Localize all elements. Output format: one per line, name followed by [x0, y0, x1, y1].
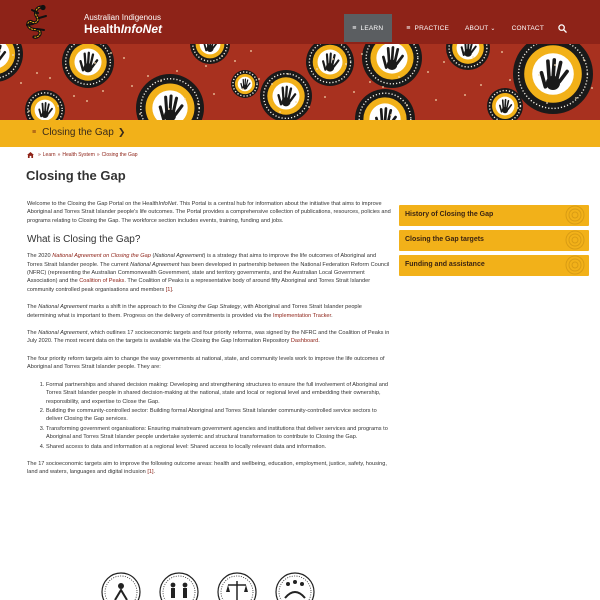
art-dot	[427, 71, 429, 73]
art-dot	[234, 60, 236, 62]
sidebar-item-history[interactable]	[399, 205, 589, 226]
paragraph-4: The four priority reform targets aim to change the way governments at national, state, and community levels work to improve the life outcomes of Aboriginal and Torres Strait Islander people. They are:	[27, 355, 385, 371]
art-circle	[446, 44, 490, 70]
search-button[interactable]	[552, 14, 572, 42]
menu-bars-icon: ≡	[406, 24, 411, 32]
art-dot	[443, 61, 445, 63]
art-dot	[139, 113, 141, 115]
art-dot	[94, 62, 96, 64]
art-circle	[25, 90, 65, 120]
art-dot	[435, 99, 437, 101]
art-dot	[591, 87, 593, 89]
art-dot	[316, 68, 318, 70]
art-dot	[205, 65, 207, 67]
paragraph-2: The National Agreement marks a shift in the approach to the Closing the Gap Strategy, with Aboriginal and Torres Strait Islander people determining what is important to them. Progress on the delivery of commitments is provided via the Implementation Tracker.	[27, 304, 362, 319]
art-circle	[306, 44, 354, 86]
art-circle	[487, 88, 523, 120]
art-dot	[345, 63, 347, 65]
swirl-pattern-icon	[549, 205, 589, 226]
art-circle	[0, 44, 23, 82]
sidebar-item-label: Closing the Gap targets	[405, 236, 484, 243]
art-dot	[361, 53, 363, 55]
art-dot	[102, 90, 104, 92]
community-outcome-icon[interactable]	[275, 572, 315, 600]
national-agreement-link[interactable]: National Agreement on Closing the Gap	[52, 253, 151, 260]
art-dot	[332, 58, 334, 60]
paragraph-5: The 17 socioeconomic targets aim to improve the following outcome areas: health and wellbeing, education, employment, justice, safety, housing, land and waters, languages and digital inclusion [1].	[27, 460, 387, 476]
art-dot	[480, 84, 482, 86]
art-dot	[353, 91, 355, 93]
art-circle	[355, 89, 415, 120]
breadcrumb-learn[interactable]: Learn	[42, 152, 56, 158]
art-dot	[242, 88, 244, 90]
art-dot	[583, 59, 585, 61]
section-heading: What is Closing the Gap?	[27, 234, 141, 246]
sidebar-item-label: History of Closing the Gap	[405, 211, 494, 218]
nav-practice-label: PRACTICE	[414, 24, 450, 32]
intro-paragraph: Welcome to the Closing the Gap Portal on the HealthInfoNet. This Portal is a central hub for information about the initiative that aims to improve Aboriginal and Torres Strait Islander people's life outcomes. The Portal provides a comprehensive collection of publications, resources, policies and programs relating to Closing the Gap. The workforce section includes events, training, funding and jobs.	[27, 201, 391, 224]
art-dot	[472, 56, 474, 58]
dashboard-link[interactable]: Dashboard	[290, 338, 319, 345]
art-circle	[62, 44, 114, 88]
art-dot	[147, 75, 149, 77]
art-dot	[57, 105, 59, 107]
logo-line-2: HealthInfoNet	[84, 22, 163, 36]
list-item: 4. Shared access to data and information at a regional level: Shared access to locally relevant data and information.	[46, 443, 391, 451]
art-dot	[546, 102, 548, 104]
paragraph-3: The National Agreement, which outlines 17 socioeconomic targets and four priority reforms, was signed by the NFRC and the Coalition of Peaks in July 2020. The most recent data on the targets is available via the Closing the Gap Information Repository Dashboard.	[27, 330, 390, 345]
art-dot	[221, 55, 223, 57]
lizard-logo-icon	[22, 4, 62, 42]
menu-bars-icon: ≡	[32, 129, 37, 136]
nav-contact-label: CONTACT	[511, 24, 544, 32]
justice-outcome-icon[interactable]	[217, 572, 257, 600]
main-content	[27, 200, 391, 486]
art-dot	[406, 104, 408, 106]
nav-contact[interactable]	[504, 14, 552, 42]
outcome-icons-row	[101, 572, 333, 600]
nav-about-label: ABOUT	[465, 24, 489, 32]
reference-link[interactable]: [1]	[147, 469, 154, 476]
art-dot	[36, 72, 38, 74]
sidebar-item-label: Funding and assistance	[405, 261, 485, 268]
art-circle	[136, 74, 204, 120]
art-dot	[308, 106, 310, 108]
nav-practice[interactable]	[398, 14, 457, 42]
art-dot	[271, 83, 273, 85]
art-dot	[197, 103, 199, 105]
art-circle	[231, 70, 259, 98]
art-circle	[362, 44, 422, 88]
search-icon	[558, 24, 567, 33]
health-outcome-icon[interactable]	[101, 572, 141, 600]
art-dot	[12, 54, 14, 56]
section-title-label: Closing the Gap	[42, 127, 114, 138]
breadcrumb-closing-the-gap[interactable]: Closing the Gap	[101, 152, 138, 158]
art-dot	[168, 108, 170, 110]
site-header	[0, 0, 600, 44]
art-dot	[250, 50, 252, 52]
breadcrumb-health-system[interactable]: Health System	[62, 152, 95, 158]
menu-bars-icon: ≡	[352, 24, 357, 32]
page-title: Closing the Gap	[26, 168, 126, 183]
art-circle	[513, 44, 593, 114]
sidebar-item-targets[interactable]	[399, 230, 589, 251]
art-dot	[501, 51, 503, 53]
family-outcome-icon[interactable]	[159, 572, 199, 600]
breadcrumb-separator: »	[96, 152, 100, 158]
art-dot	[213, 93, 215, 95]
art-dot	[110, 52, 112, 54]
implementation-tracker-link[interactable]: Implementation Tracker	[272, 312, 332, 319]
priority-reforms-list	[46, 381, 391, 451]
art-dot	[28, 110, 30, 112]
reference-link[interactable]: [1]	[165, 286, 172, 293]
main-nav	[344, 14, 572, 42]
art-dot	[517, 107, 519, 109]
list-item: 1. Formal partnerships and shared decision making: Developing and strengthening structures to ensure the full involvement of Aboriginal and Torres Strait Islander people in shared decision-making at the national, state and local or regional level and embedding their ownership, responsibility, and expertise to Close the Gap.	[46, 381, 391, 406]
swirl-pattern-icon	[549, 255, 589, 276]
art-dot	[398, 76, 400, 78]
nav-about[interactable]	[457, 14, 504, 42]
art-dot	[160, 80, 162, 82]
art-circle	[190, 44, 230, 64]
logo-line-1: Australian Indigenous	[84, 13, 161, 22]
breadcrumb	[27, 152, 138, 158]
art-dot	[538, 74, 540, 76]
sidebar	[399, 205, 589, 280]
art-dot	[86, 100, 88, 102]
art-dot	[369, 81, 371, 83]
section-bar	[0, 120, 600, 147]
art-dot	[295, 101, 297, 103]
art-dot	[509, 79, 511, 81]
list-item: 3. Transforming government organisations: Ensuring mainstream government agencies and institutions that deliver services and programs to Aboriginal and Torres Strait Islander people undertake systemic and structural transformation to contribute to Closing the Gap.	[46, 425, 391, 442]
art-dot	[575, 97, 577, 99]
art-dot	[390, 114, 392, 116]
paragraph-1: The 2020 National Agreement on Closing the Gap (National Agreement) is a strategy that aims to improve the life outcomes of Aboriginal and Torres Strait Islander people. The current National Agreement has been developed in partnership between the National Federation Reform Council (NFRC) (representing the Australian Commonwealth Government, state and territory governments, and the Australian Local Government Association) and the Coalition of Peaks. The Coalition of Peaks is a representative body of around fifty Aboriginal and Torres Strait Islander community controlled peak organisations and members [1].	[27, 253, 390, 293]
breadcrumb-separator: »	[57, 152, 61, 158]
art-dot	[279, 111, 281, 113]
art-dot	[554, 64, 556, 66]
art-dot	[287, 73, 289, 75]
nav-learn-label: LEARN	[360, 24, 384, 32]
art-dot	[20, 82, 22, 84]
art-dot	[176, 70, 178, 72]
art-circle	[260, 70, 312, 120]
art-dot	[382, 86, 384, 88]
section-dropdown[interactable]	[32, 127, 125, 138]
art-dot	[73, 95, 75, 97]
swirl-pattern-icon	[549, 230, 589, 251]
list-item: 2. Building the community-controlled sector: Building formal Aboriginal and Torres Strait Islander community-controlled service sectors to deliver Closing the Gap services.	[46, 407, 391, 424]
breadcrumb-separator: »	[38, 152, 41, 158]
coalition-of-peaks-link[interactable]: Coalition of Peaks	[79, 278, 125, 285]
sidebar-item-funding[interactable]	[399, 255, 589, 276]
hero-banner	[0, 44, 600, 120]
art-dot	[324, 96, 326, 98]
indigenous-art-banner	[0, 44, 600, 120]
art-dot	[258, 78, 260, 80]
art-dot	[49, 77, 51, 79]
art-dot	[464, 94, 466, 96]
nav-learn[interactable]	[344, 14, 392, 42]
art-dot	[131, 85, 133, 87]
site-logo[interactable]	[22, 4, 163, 40]
chevron-down-icon: ❯	[117, 127, 126, 137]
art-dot	[184, 98, 186, 100]
art-dot	[65, 67, 67, 69]
home-icon[interactable]	[27, 152, 34, 158]
art-dot	[123, 57, 125, 59]
chevron-down-icon: ⌄	[490, 25, 496, 32]
